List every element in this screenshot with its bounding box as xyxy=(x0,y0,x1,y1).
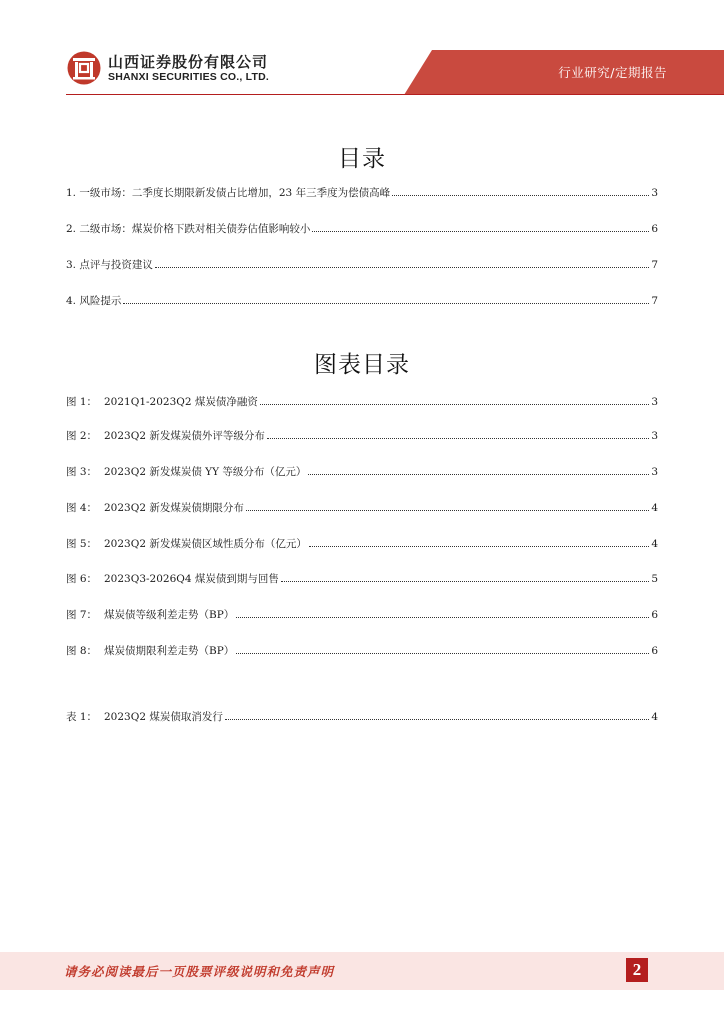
toc-item-text: 二级市场：煤炭价格下跌对相关债券估值影响较小 xyxy=(79,223,311,235)
toc-leader-dots xyxy=(281,572,649,582)
figure-item[interactable] xyxy=(66,608,658,622)
figure-item-number: 图 5： xyxy=(66,538,98,550)
page-number: 2 xyxy=(626,958,648,982)
toc-item-text: 风险提示 xyxy=(79,295,122,307)
toc-leader-dots xyxy=(236,608,649,618)
figure-item-page: 4 xyxy=(651,538,658,550)
company-name-en: SHANXI SECURITIES CO., LTD. xyxy=(108,70,269,83)
toc-leader-dots xyxy=(308,465,649,475)
figure-item-page: 3 xyxy=(651,396,658,408)
header-divider xyxy=(66,94,724,95)
toc-leader-dots xyxy=(246,501,649,511)
company-name-cn: 山西证券股份有限公司 xyxy=(108,52,269,71)
company-logo xyxy=(66,50,269,86)
figure-item-page: 3 xyxy=(651,466,658,478)
toc-leader-dots xyxy=(267,429,649,439)
toc-item-page: 7 xyxy=(651,259,658,271)
table-item-text: 2023Q2 煤炭债取消发行 xyxy=(104,711,223,723)
toc-item[interactable] xyxy=(66,222,658,236)
toc-item-page: 6 xyxy=(651,223,658,235)
figure-item[interactable] xyxy=(66,395,658,409)
toc-title: 目录 xyxy=(338,146,386,172)
figure-item[interactable] xyxy=(66,465,658,479)
figure-item[interactable] xyxy=(66,429,658,443)
figure-item-number: 图 2： xyxy=(66,430,98,442)
figures-title: 图表目录 xyxy=(314,352,410,378)
figure-item-text: 煤炭债期限利差走势（BP） xyxy=(104,645,235,657)
toc-leader-dots xyxy=(225,710,649,720)
figure-item-page: 4 xyxy=(651,502,658,514)
toc-item-number: 2. xyxy=(66,223,77,235)
report-type-label: 行业研究/定期报告 xyxy=(558,65,667,80)
figure-item-page: 5 xyxy=(651,573,658,585)
figure-item[interactable] xyxy=(66,572,658,586)
table-item-number: 表 1： xyxy=(66,711,98,723)
figure-item-text: 2021Q1-2023Q2 煤炭债净融资 xyxy=(104,396,258,408)
table-item-page: 4 xyxy=(651,711,658,723)
figure-item-number: 图 7： xyxy=(66,609,98,621)
figure-item-text: 煤炭债等级利差走势（BP） xyxy=(104,609,235,621)
figure-item[interactable] xyxy=(66,644,658,658)
toc-item-page: 3 xyxy=(651,187,658,199)
toc-leader-dots xyxy=(123,294,649,304)
toc-item[interactable] xyxy=(66,258,658,272)
toc-item[interactable] xyxy=(66,294,658,308)
toc-item-text: 一级市场：二季度长期限新发债占比增加，23 年三季度为偿债高峰 xyxy=(79,187,391,199)
figure-item-number: 图 6： xyxy=(66,573,98,585)
toc-item-number: 3. xyxy=(66,259,77,271)
company-logo-icon xyxy=(66,50,102,86)
table-item[interactable] xyxy=(66,710,658,724)
toc-item-text: 点评与投资建议 xyxy=(79,259,153,271)
figure-item-number: 图 3： xyxy=(66,466,98,478)
figure-item[interactable] xyxy=(66,501,658,515)
toc-leader-dots xyxy=(155,258,649,268)
figure-item-text: 2023Q2 新发煤炭债区域性质分布（亿元） xyxy=(104,538,307,550)
toc-item-number: 4. xyxy=(66,295,77,307)
toc-leader-dots xyxy=(312,222,649,232)
toc-leader-dots xyxy=(309,537,649,547)
toc-item-page: 7 xyxy=(651,295,658,307)
figure-item[interactable] xyxy=(66,537,658,551)
figure-item-text: 2023Q2 新发煤炭债期限分布 xyxy=(104,502,244,514)
figure-item-text: 2023Q3-2026Q4 煤炭债到期与回售 xyxy=(104,573,279,585)
toc-leader-dots xyxy=(260,395,649,405)
toc-leader-dots xyxy=(236,644,649,654)
figure-item-page: 6 xyxy=(651,645,658,657)
figure-item-text: 2023Q2 新发煤炭债 YY 等级分布（亿元） xyxy=(104,466,307,478)
figure-item-page: 3 xyxy=(651,430,658,442)
toc-item-number: 1. xyxy=(66,187,77,199)
page-header xyxy=(0,0,724,100)
toc-leader-dots xyxy=(392,186,649,196)
figure-item-number: 图 4： xyxy=(66,502,98,514)
figure-item-text: 2023Q2 新发煤炭债外评等级分布 xyxy=(104,430,265,442)
figure-item-number: 图 1： xyxy=(66,396,98,408)
figure-item-number: 图 8： xyxy=(66,645,98,657)
figure-item-page: 6 xyxy=(651,609,658,621)
toc-item[interactable] xyxy=(66,186,658,200)
footer-disclaimer: 请务必阅读最后一页股票评级说明和免责声明 xyxy=(64,964,335,979)
